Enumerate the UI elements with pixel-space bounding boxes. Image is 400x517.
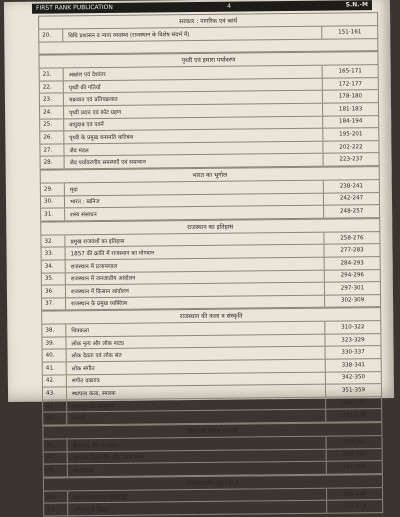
chapter-number: 26.: [40, 132, 64, 144]
chapter-number: 49.: [44, 491, 68, 503]
chapter-number: 48.: [44, 465, 68, 477]
chapter-title: राजस्थान में किसान आंदोलन: [70, 288, 129, 296]
chapter-number: 45.: [43, 413, 67, 425]
page-range: 323-329: [324, 334, 380, 346]
page-range: 165-171: [322, 65, 378, 77]
page-range: 248-257: [323, 205, 379, 217]
chapter-title: वेशभूषा एवं आभूषण: [72, 403, 115, 410]
page-range: 238-241: [323, 180, 379, 192]
chapter-title: अधिगम के सिद्धांत: [73, 507, 112, 514]
section-heading: राजस्थान की कला व संस्कृति: [41, 307, 381, 325]
chapter-title: सूचना एवं संचार प्रौद्योगिकी: [73, 494, 128, 501]
page-range: 338-341: [325, 359, 381, 371]
chapter-number: 42.: [43, 375, 67, 387]
chapter-number: 47.: [44, 452, 68, 464]
page-range: 172-177: [322, 78, 378, 90]
chapter-title: जैव मंडल: [69, 147, 89, 154]
section-rows: [40, 232, 381, 311]
chapter-title: भाषाएँ: [72, 416, 86, 423]
chapter-number: 36.: [42, 285, 66, 297]
chapter-number: 24.: [40, 106, 64, 118]
page-range: 383-390: [326, 449, 382, 461]
chapter-title: लोक नृत्य और लोक नाट्य: [71, 340, 124, 348]
chapter-number: 38.: [42, 325, 66, 337]
chapter-number: 34.: [42, 260, 66, 272]
chapter-title: जैव पर्यावरणीय समस्याएँ एवं समाधान: [69, 159, 146, 167]
chapter-number: 29.: [41, 183, 65, 195]
chapter-number: 27.: [40, 144, 64, 156]
chapter-title: पृथ्वी की गतियाँ: [68, 84, 101, 91]
chapter-number: 30.: [41, 196, 65, 208]
chapter-title: पृथ्वी के प्रमुख वनस्पति कटिबंध: [69, 134, 134, 142]
page-range: 411-419: [326, 501, 382, 513]
chapter-number: 31.: [41, 209, 65, 221]
chapter-number: 28.: [41, 157, 65, 169]
chapter-number: 35.: [42, 273, 66, 285]
section-rows: [40, 180, 380, 221]
chapter-title: चक्रवात एवं प्रतिचक्रवात: [68, 97, 118, 104]
chapter-title: पृथ्वी प्रदत्त एवं कोट ग्रहण: [69, 109, 122, 117]
page-range: 379-382: [325, 436, 381, 448]
table-of-contents: [38, 12, 383, 517]
page-range: 360-370: [325, 397, 381, 409]
chapter-title: बीमा एवं बैंक के प्रकार: [72, 442, 119, 450]
chapter-number: 39.: [42, 337, 66, 349]
chapter-title: संगीत वाद्ययंत्र: [71, 378, 100, 385]
chapter-number: 20.: [39, 29, 63, 41]
chapter-title: अक्षांश एवं देशांतर: [68, 71, 106, 79]
page-range: 294-296: [324, 270, 380, 282]
publisher-name: FIRST RANK PUBLICATION: [35, 3, 113, 12]
page-range: 398-410: [326, 488, 382, 500]
chapter-title: प्रमुख राजवंशों का इतिहास: [70, 238, 125, 245]
page-range: 330-337: [325, 347, 381, 359]
page-range: 184-194: [322, 116, 378, 128]
chapter-title: विधि प्रशासन व न्याय व्यवस्था (राजस्थान के विशेष संदर्भ में): [68, 31, 190, 40]
chapter-title: मृदा: [69, 187, 78, 194]
chapter-number: 32.: [41, 235, 65, 247]
chapter-title: लोक देवता एवं लोक संत: [71, 353, 122, 360]
chapter-title: राजस्थान में प्रजामण्डल: [70, 263, 118, 271]
chapter-title: शस्य संसाधन: [70, 211, 97, 219]
page-range: 302-309: [324, 295, 380, 307]
chapter-title: राजस्थान में जनजातीय आंदोलन: [70, 275, 136, 283]
page-range: 223-237: [323, 153, 379, 165]
section-heading: भारत का भूगोल: [40, 166, 380, 184]
section-rows: [41, 321, 382, 425]
chapter-title: भारतीय रिज़र्व बैंक और उसके कार्य: [72, 455, 144, 462]
page-range: 371-378: [325, 410, 381, 422]
page-range: 310-322: [324, 321, 380, 333]
page-range: 202-222: [322, 141, 378, 153]
page-range: 391-394: [326, 461, 382, 473]
page-number: 4: [227, 2, 232, 10]
chapter-number: 44.: [43, 400, 67, 412]
section-rows: [43, 488, 383, 517]
section-rows: [43, 436, 383, 477]
chapter-number: 50.: [44, 504, 68, 516]
section-heading: शिक्षाशास्त्रीय मुद्दे I & II: [43, 474, 383, 492]
page-range: 181-183: [322, 103, 378, 115]
chapter-number: 46.: [44, 439, 68, 451]
chapter-number: 23.: [40, 94, 64, 106]
chapter-number: 25.: [40, 119, 64, 131]
chapter-title: चित्रकला: [71, 328, 90, 335]
page-range: 178-180: [322, 90, 378, 102]
chapter-number: 37.: [42, 298, 66, 310]
section-rows: [38, 26, 378, 55]
chapter-number: 40.: [43, 350, 67, 362]
chapter-number: 33.: [41, 248, 65, 260]
chapter-title: राजस्थान के प्रमुख व्यक्तित्व: [71, 301, 128, 308]
chapter-title: 1857 की क्रांति में राजस्थान का योगदान: [70, 250, 155, 258]
chapter-title: भारत : खनिज: [69, 199, 100, 206]
page-range: 351-359: [325, 384, 381, 396]
page-range: 277-283: [323, 244, 379, 256]
chapter-number: 43.: [43, 388, 67, 400]
toc-row: [44, 501, 382, 517]
chapter-number: 21.: [40, 69, 64, 81]
section-heading: बीमा एवं बैंकिंग प्रणाली: [42, 422, 382, 440]
chapter-title: स्थापत्य कला, स्मारक: [71, 390, 116, 398]
page-range: 195-201: [322, 128, 378, 140]
chapter-title: लोक संगीत: [71, 365, 95, 373]
section-heading: सरकार : नागरिक एवं कार्य: [38, 12, 378, 30]
chapter-title: वायुदाब एवं पवनें: [69, 122, 104, 129]
section-heading: राजस्थान का इतिहास: [40, 218, 380, 236]
book-code: S.N.-M: [345, 1, 368, 9]
page-range: 258-276: [323, 232, 379, 244]
page-range: 297-301: [324, 282, 380, 294]
section-rows: [39, 65, 380, 169]
page-range: 151-161: [321, 26, 377, 38]
page-range: 284-293: [324, 257, 380, 269]
page-range: 242-247: [323, 193, 379, 205]
page-range: 342-350: [325, 372, 381, 384]
chapter-number: 41.: [43, 362, 67, 374]
book-page: [4, 0, 394, 514]
chapter-number: 22.: [40, 81, 64, 93]
chapter-title: सहकारिता: [72, 468, 94, 475]
section-heading: पृथ्वी एवं हमारा पर्यावरण: [38, 51, 378, 69]
